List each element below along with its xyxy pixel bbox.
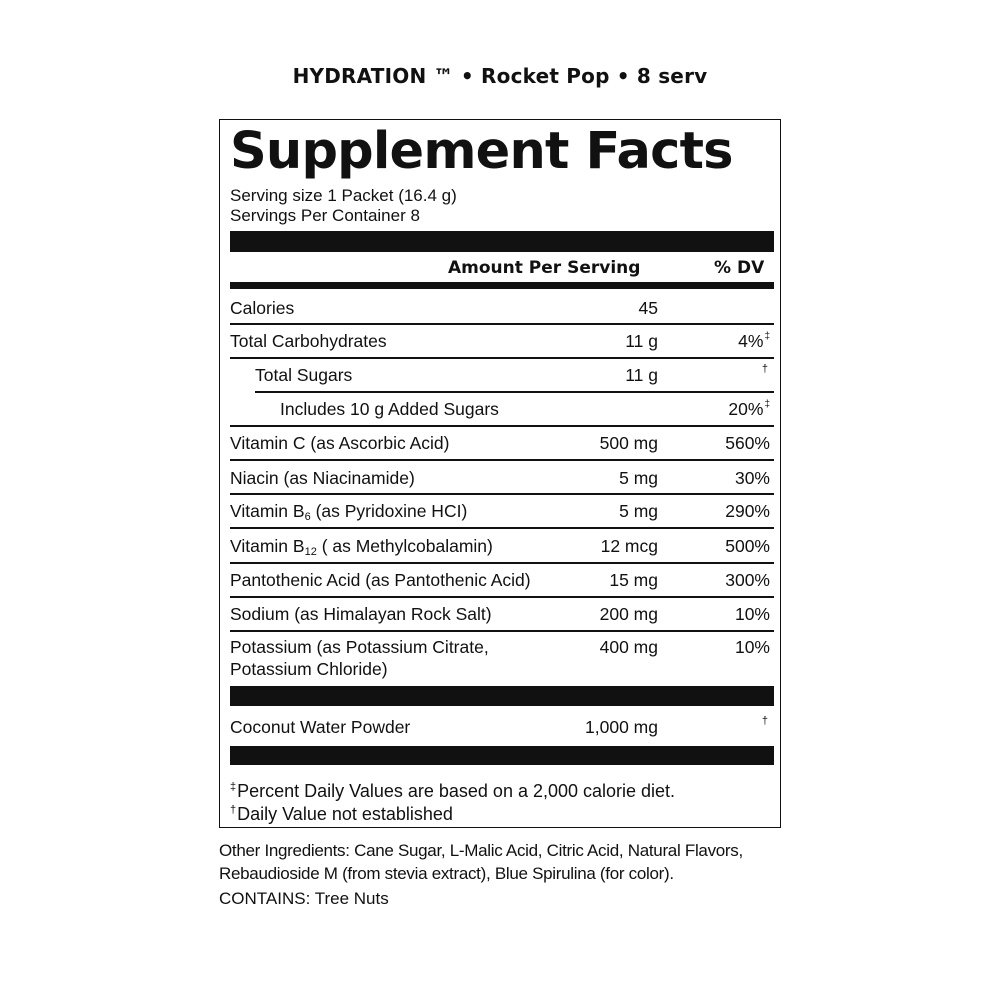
nutrient-dv: 10% xyxy=(734,604,770,624)
product-title: HYDRATION ™ • Rocket Pop • 8 serv xyxy=(292,64,708,88)
nutrient-amount: 12 mcg xyxy=(600,536,658,556)
nutrient-dv: 500% xyxy=(725,536,770,556)
nutrient-amount: 5 mg xyxy=(619,501,658,521)
double-dagger-mark: ‡ xyxy=(764,331,770,342)
footnote-dv-not-established: †Daily Value not established xyxy=(230,804,453,824)
nutrient-amount: 200 mg xyxy=(599,604,658,624)
nutrient-name: Pantothenic Acid (as Pantothenic Acid) xyxy=(230,570,531,590)
nutrient-amount: 15 mg xyxy=(609,570,658,590)
row-rule xyxy=(230,323,774,325)
nutrient-amount: 45 xyxy=(638,298,658,318)
nutrient-dv: 4%‡ xyxy=(738,331,770,351)
nutrient-name: Vitamin C (as Ascorbic Acid) xyxy=(230,433,450,453)
nutrient-amount: 11 g xyxy=(625,365,658,385)
nutrient-row-potassium xyxy=(230,636,774,682)
row-rule xyxy=(255,391,774,393)
serving-size: Serving size 1 Packet (16.4 g) xyxy=(230,186,457,205)
nutrient-amount: 11 g xyxy=(625,331,658,351)
nutrient-dv: 560% xyxy=(725,433,770,453)
nutrient-name: Coconut Water Powder xyxy=(230,717,411,737)
row-rule xyxy=(230,562,774,564)
medium-divider xyxy=(230,282,774,289)
nutrient-name: Includes 10 g Added Sugars xyxy=(280,399,499,419)
dagger-mark: † xyxy=(761,363,768,375)
other-ingredients: Other Ingredients: Cane Sugar, L-Malic Acid, Citric Acid, Natural Flavors, Rebaudioside M (from stevia extract), Blue Spirulina (for color). xyxy=(219,841,743,883)
nutrient-amount: 400 mg xyxy=(599,637,658,657)
thick-divider-middle xyxy=(230,686,774,706)
row-rule xyxy=(230,357,774,359)
nutrient-amount: 1,000 mg xyxy=(585,717,658,737)
row-rule xyxy=(230,630,774,632)
nutrient-name: Vitamin $B_6$ (as Pyridoxine HCI) xyxy=(230,501,468,523)
nutrient-dv: 10% xyxy=(734,637,770,657)
nutrient-name: Potassium (as Potassium Citrate, xyxy=(230,637,489,657)
supplement-facts-panel xyxy=(219,119,781,828)
footnote-percent-dv: ‡Percent Daily Values are based on a 2,000 calorie diet. xyxy=(230,781,676,801)
dagger-mark: † xyxy=(761,715,768,727)
servings-per-container: Servings Per Container 8 xyxy=(230,206,420,225)
row-rule xyxy=(230,493,774,495)
panel-heading: Supplement Facts xyxy=(230,122,733,181)
row-rule xyxy=(230,527,774,529)
dv-header: % DV xyxy=(714,258,765,278)
nutrient-amount: 5 mg xyxy=(619,468,658,488)
nutrient-amount: 500 mg xyxy=(599,433,658,453)
nutrient-name: Sodium (as Himalayan Rock Salt) xyxy=(230,604,492,624)
row-rule xyxy=(230,596,774,598)
nutrient-dv: 20%‡ xyxy=(728,399,770,419)
row-rule xyxy=(230,459,774,461)
thick-divider-bottom xyxy=(230,746,774,765)
nutrient-name: Calories xyxy=(230,298,295,318)
nutrient-dv: 300% xyxy=(725,570,770,590)
thick-divider-top xyxy=(230,231,774,252)
row-rule xyxy=(230,425,774,427)
nutrient-name: Total Carbohydrates xyxy=(230,331,387,351)
nutrient-name: Niacin (as Niacinamide) xyxy=(230,468,415,488)
nutrient-dv: 30% xyxy=(734,468,770,488)
nutrient-name-continued: Potassium Chloride) xyxy=(230,659,388,679)
allergen-statement: CONTAINS: Tree Nuts xyxy=(219,889,389,908)
double-dagger-mark: ‡ xyxy=(764,399,770,410)
nutrient-name: Vitamin $B_{12}$ ( as Methylcobalamin) xyxy=(230,536,493,558)
nutrient-dv: 290% xyxy=(725,501,770,521)
nutrient-name: Total Sugars xyxy=(255,365,353,385)
amount-header: Amount Per Serving xyxy=(448,258,641,278)
